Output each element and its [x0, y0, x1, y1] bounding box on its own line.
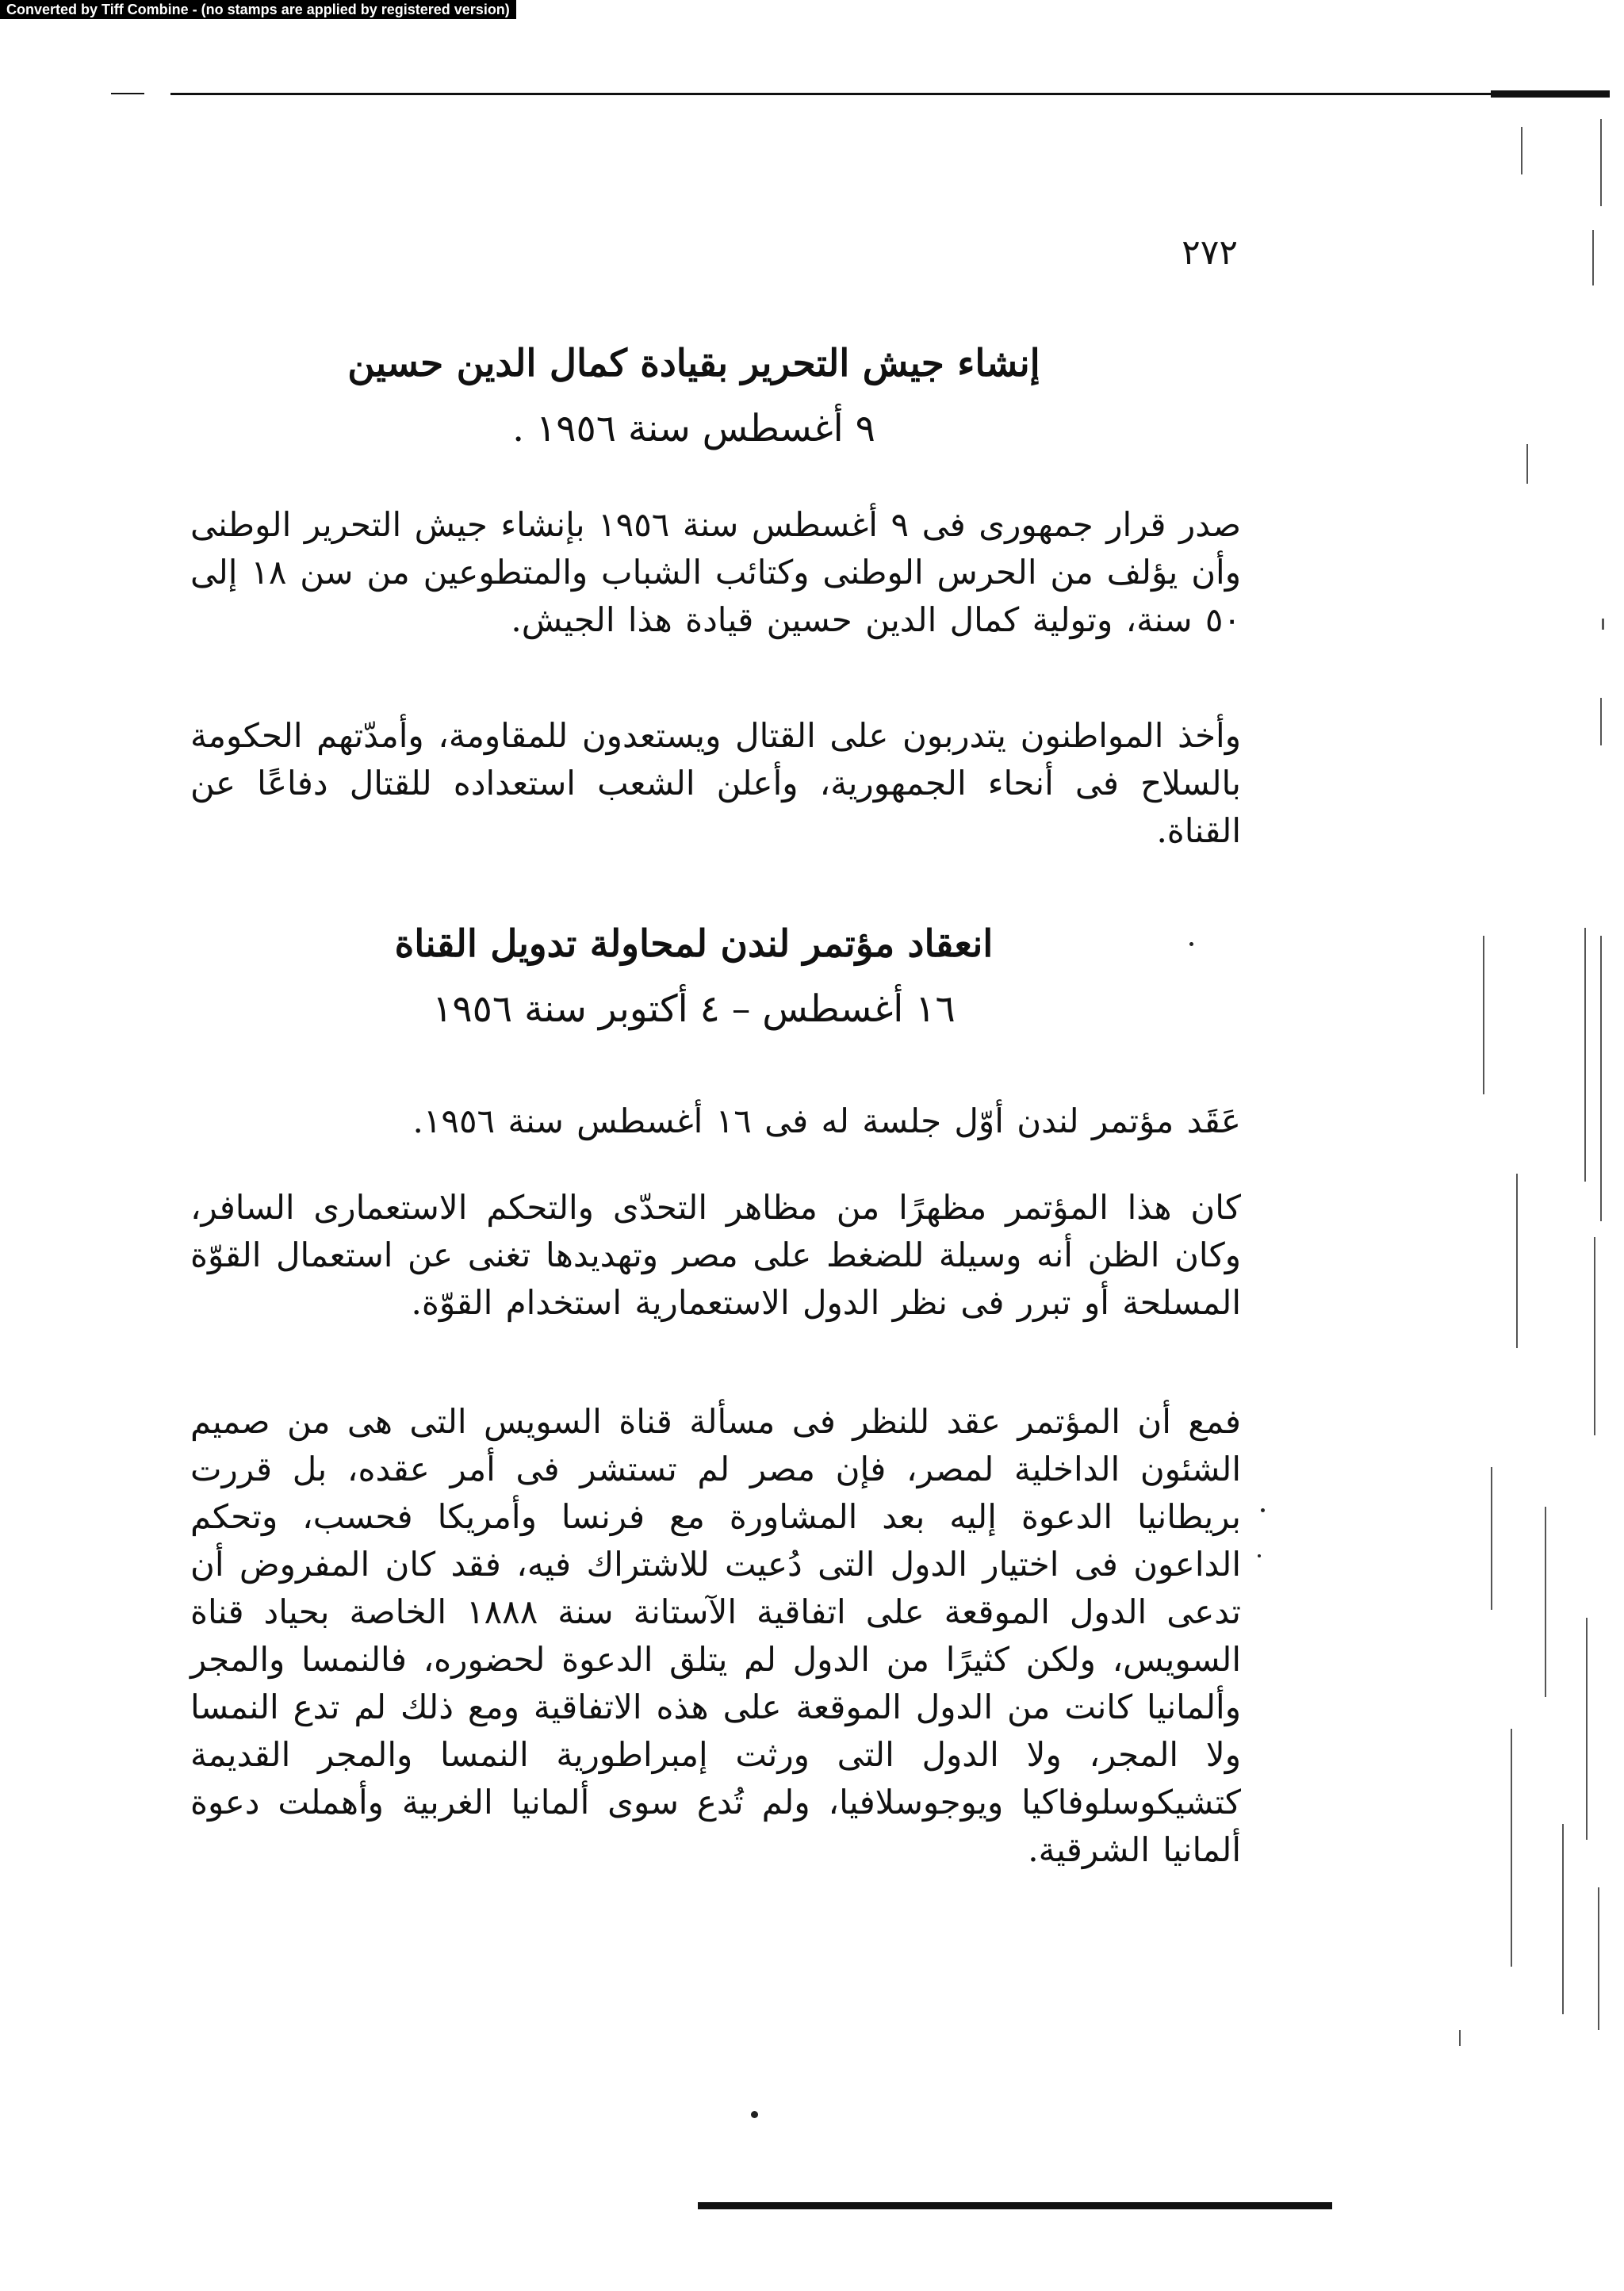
- top-rule-left-fragment: [111, 93, 144, 94]
- scan-edge-mark: [1516, 1174, 1518, 1348]
- top-rule: [170, 93, 1491, 95]
- scan-edge-mark: [1600, 936, 1602, 1221]
- scan-edge-mark: [1459, 2030, 1461, 2046]
- paragraph: كان هذا المؤتمر مظهرًا من مظاهر التحدّى والتحكم الاستعمارى السافر، وكان الظن أنه وسيلة للضغط على مصر وتهديدها تغنى عن استعمال القوّة المسلحة أو تبرر فى نظر الدول الاستعمارية استخدام القوّة.: [190, 1188, 1241, 1322]
- section-date: ١٦ أغسطس – ٤ أكتوبر سنة ١٩٥٦: [432, 987, 956, 1031]
- scan-edge-mark: [1584, 928, 1586, 1182]
- scan-edge-mark: [1562, 1824, 1564, 2014]
- scan-edge-mark: [1600, 119, 1602, 206]
- scan-edge-mark: [1545, 1507, 1546, 1697]
- scan-edge-mark: [1586, 1618, 1588, 1840]
- scan-edge-mark: [1526, 444, 1528, 484]
- paragraph: فمع أن المؤتمر عقد للنظر فى مسألة قناة السويس التى هى من صميم الشئون الداخلية لمصر، فإن مصر لم تستشر فى أمر عقده، بل قررت بريطانيا الدعوة إليه بعد المشاورة مع فرنسا وأمريكا فحسب، وتحكم الداعون فى اختيار الدول التى دُعيت للاشتراك فيه، فقد كان المفروض أن تدعى الدول الموقعة على اتفاقية الآستانة سنة ١٨٨٨ الخاصة بحياد قناة السويس، ولكن كثيرًا من الدول لم يتلق الدعوة لحضوره، فالنمسا والمجر وألمانيا كانت من الدول الموقعة على هذه الاتفاقية ومع ذلك لم تدع النمسا ولا المجر، ولا الدول التى ورثت إمبراطورية النمسا والمجر القديمة كتشيكوسلوفاكيا ويوجوسلافيا، ولم تُدع سوى ألمانيا الغربية وأهملت دعوة ألمانيا الشرقية.: [190, 1402, 1241, 1869]
- section-title-liberation-army: [0, 331, 1388, 462]
- paragraph: عَقَد مؤتمر لندن أوّل جلسة له فى ١٦ أغسطس سنة ١٩٥٦.: [412, 1101, 1241, 1140]
- converter-banner: Converted by Tiff Combine - (no stamps are applied by registered version): [0, 0, 516, 19]
- section-heading: انعقاد مؤتمر لندن لمحاولة تدويل القناة: [394, 922, 994, 966]
- scan-edge-mark: [1598, 1887, 1599, 2030]
- scan-edge-mark: [1594, 1237, 1595, 1435]
- section-heading: إنشاء جيش التحرير بقيادة كمال الدين حسين: [347, 342, 1040, 385]
- bottom-rule: [698, 2202, 1332, 2209]
- stray-mark: [751, 2111, 758, 2118]
- section-title-london-conference: [0, 912, 1388, 1042]
- scan-edge-mark: [1592, 230, 1594, 285]
- top-rule-heavy-edge: [1491, 90, 1610, 98]
- scan-edge-mark: [1483, 936, 1484, 1094]
- paragraph: وأخذ المواطنون يتدربون على القتال ويستعدون للمقاومة، وأمدّتهم الحكومة بالسلاح فى أنحاء الجمهورية، وأعلن الشعب استعداده للقتال دفاعًا عن القناة.: [190, 716, 1241, 850]
- scan-edge-mark: [1491, 1467, 1492, 1610]
- scan-edge-mark: [1600, 698, 1602, 745]
- stray-mark: [1261, 1508, 1265, 1512]
- scan-edge-mark: [1521, 127, 1522, 174]
- scan-edge-mark: [1602, 619, 1604, 630]
- section-date: ٩ أغسطس سنة ١٩٥٦ .: [512, 407, 875, 450]
- scan-edge-mark: [1511, 1729, 1512, 1967]
- paragraph: صدر قرار جمهورى فى ٩ أغسطس سنة ١٩٥٦ بإنشاء جيش التحرير الوطنى وأن يؤلف من الحرس الوطنى وكتائب الشباب والمتطوعين من سن ١٨ إلى ٥٠ سنة، وتولية كمال الدين حسين قيادة هذا الجيش.: [190, 505, 1241, 639]
- stray-mark: [1258, 1554, 1261, 1557]
- page-number: ٢٧٢: [1182, 232, 1238, 273]
